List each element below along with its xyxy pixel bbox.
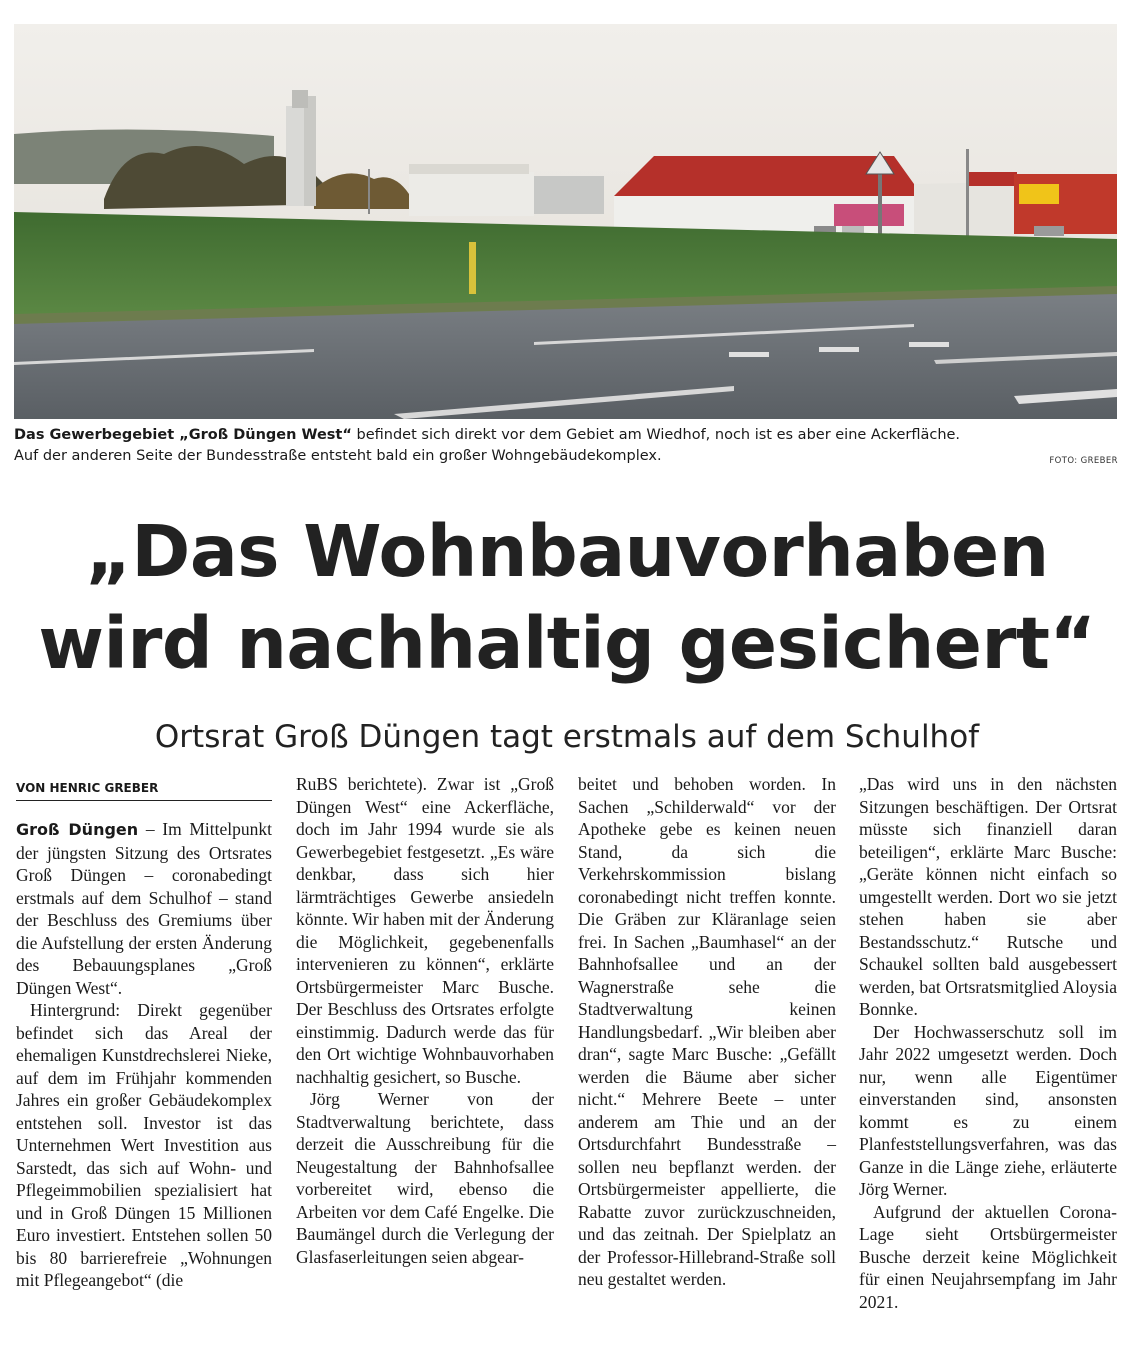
paragraph: RuBS berichtete). Zwar ist „Groß Düngen West“ eine Ackerfläche, doch im Jahr 1994 wurde sie als Gewerbegebiet festgesetzt. „Es wäre denkbar, dass sich hier lärmträchtiges Gewerbe ansiedeln könnte. Wir haben mit der Änderung die Möglichkeit, gegebenenfalls intervenieren zu können“, erklärte Ortsbürgermeister Marc Busche. Der Beschluss des Ortsrates erfolgte einstimmig. Dadurch werde das für den Ort wichtige Wohnbauvorhaben nachhaltig gesichert, so Busche.	[296, 774, 554, 1087]
paragraph	[16, 818, 272, 999]
photo-illustration	[14, 24, 1117, 419]
paragraph: Aufgrund der aktuellen Corona-Lage sieht Ortsbürgermeister Busche derzeit keine Möglichkeit für einen Neujahrsempfang im Jahr 2021.	[859, 1201, 1117, 1312]
caption-text-line1: befindet sich direkt vor dem Gebiet am Wiedhof, noch ist es aber eine Ackerfläche.	[351, 427, 961, 443]
news-photo	[14, 24, 1117, 419]
paragraph: beitet und behoben worden. In Sachen „Schilderwald“ vor der Apotheke gebe es keinen neuen Stand, da sich die Verkehrskommission bislang coronabedingt nicht treffen konnte. Die Gräben zur Kläranlage seien frei. In Sachen „Baumhasel“ an der Bahnhofsallee und an der Wagnerstraße sehe die Stadtverwaltung keinen Handlungsbedarf. „Wir bleiben aber dran“, sagte Marc Busche: „Gefällt werden die Bäume aber sicher nicht.“ Mehrere Beete – unter anderem am Thie und an der Ortsdurchfahrt Bundesstraße – sollen neu bepflanzt werden. der Ortsbürgermeister appellierte, die Rabatte zuvor zurückzuschneiden, und das zeitnah. Der Spielplatz an der Professor-Hillebrand-Straße soll neu gestaltet werden.	[578, 774, 836, 1289]
dateline: Groß Düngen	[16, 820, 139, 839]
paragraph: Jörg Werner von der Stadtverwaltung berichtete, dass derzeit die Ausschreibung für die Neugestaltung der Bahnhofsallee vorbereitet wird, ebenso die Arbeiten vor dem Café Engelke. Die Baumängel durch die Verlegung der Glasfaserleitungen seien abgear-	[296, 1089, 554, 1267]
article-column-4	[859, 773, 1117, 1313]
caption-bold-lead: Das Gewerbegebiet „Groß Düngen West“	[14, 427, 352, 443]
caption-text-line2: Auf der anderen Seite der Bundesstraße entsteht bald ein großer Wohngebäudekomplex.	[14, 448, 662, 464]
headline	[0, 506, 1134, 690]
headline-line2: wird nachhaltig gesichert“	[38, 602, 1096, 685]
paragraph: Hintergrund: Direkt gegenüber befindet sich das Areal der ehemaligen Kunstdrechslerei Nieke, auf dem im Frühjahr kommenden Jahres ein großer Gebäudekomplex entstehen soll. Investor ist das Unternehmen Wert Investition aus Sarstedt, das sich auf Wohn- und Pflegeimmobilien spezialisiert hat und in Groß Düngen 15 Millionen Euro investiert. Entstehen sollen 50 bis 80 barrierefreie „Wohnungen mit Pflegeangebot“ (die	[16, 1000, 272, 1290]
subheadline: Ortsrat Groß Düngen tagt erstmals auf dem Schulhof	[154, 719, 980, 755]
article-column-3	[578, 773, 836, 1291]
paragraph-text: – Im Mittelpunkt der jüngsten Sitzung des Ortsrates Groß Düngen – coronabedingt erstmals auf dem Schulhof – stand der Beschluss des Gremiums über die Aufstellung der ersten Änderung des Bebauungsplanes „Groß Düngen West“.	[16, 819, 272, 998]
article-column-2	[296, 773, 554, 1268]
paragraph: Der Hochwasserschutz soll im Jahr 2022 umgesetzt werden. Doch nur, wenn alle Eigentümer einverstanden sind, ansonsten kommt es zu einem Planfeststellungsverfahren, was das Ganze in die Länge ziehe, erläuterte Jörg Werner.	[859, 1021, 1117, 1199]
byline: VON HENRIC GREBER	[16, 779, 272, 801]
photo-caption	[14, 425, 1117, 467]
photo-credit: FOTO: GREBER	[1049, 456, 1118, 466]
headline-line1: „Das Wohnbauvorhaben	[85, 510, 1049, 593]
paragraph: „Das wird uns in den nächsten Sitzungen beschäftigen. Der Ortsrat müsste sich finanziell daran beteiligen“, erklärte Marc Busche: „Geräte können nicht einfach so umgestellt werden. Dort wo sie jetzt stehen haben sie aber Bestandsschutz.“ Rutsche und Schaukel sollten bald ausgebessert werden, bat Ortsratsmitglied Aloysia Bonnke.	[859, 774, 1117, 1019]
article-column-1	[16, 818, 272, 1292]
